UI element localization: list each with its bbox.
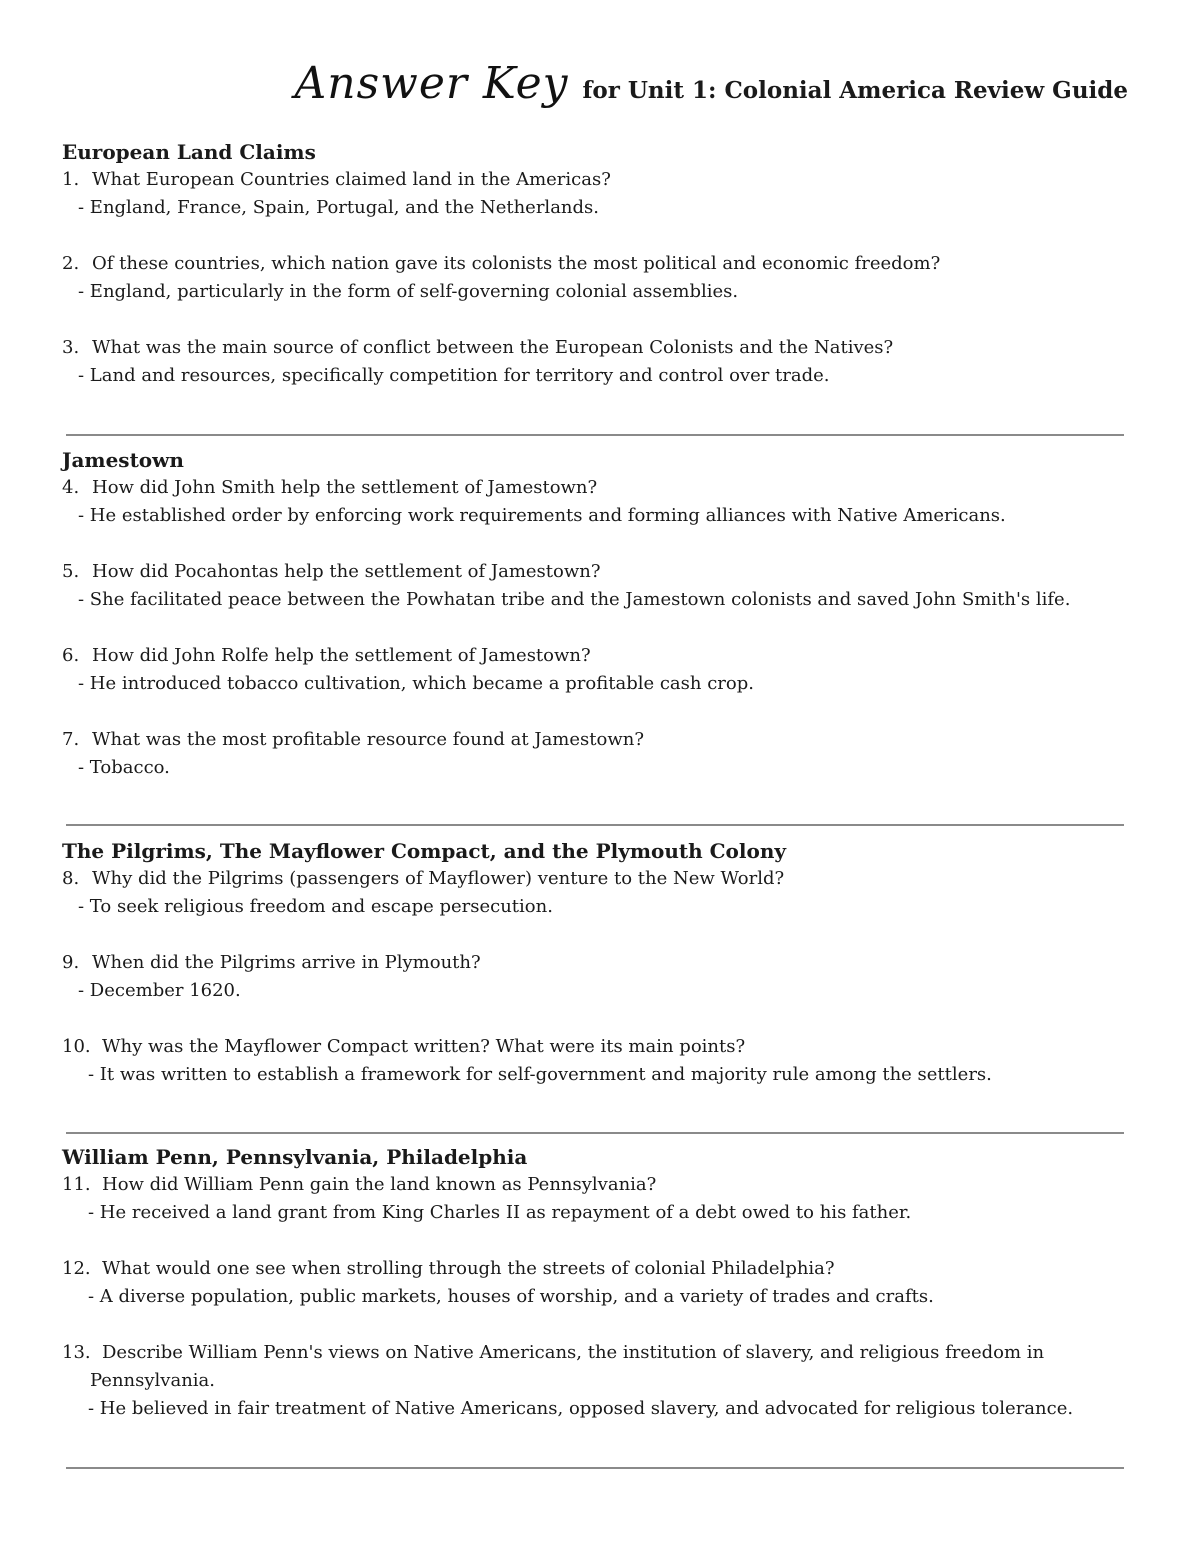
question-number: 2. (62, 253, 80, 274)
question-text: How did John Rolfe help the settlement of Jamestown? (92, 645, 591, 666)
question-13 (62, 1339, 1132, 1395)
answer-1: - England, France, Spain, Portugal, and the Netherlands. (78, 197, 599, 218)
answer-4: - He established order by enforcing work requirements and forming alliances with Native Americans. (78, 505, 1006, 526)
question-10 (62, 1033, 1132, 1061)
question-number: 12. (62, 1258, 91, 1279)
section-divider (66, 824, 1124, 826)
question-text: What European Countries claimed land in the Americas? (92, 169, 611, 190)
question-text: How did William Penn gain the land known as Pennsylvania? (102, 1174, 657, 1195)
question-text: Why did the Pilgrims (passengers of Mayflower) venture to the New World? (92, 868, 785, 889)
question-2 (62, 250, 1132, 278)
question-4 (62, 474, 1132, 502)
question-text-continued: Pennsylvania. (90, 1370, 216, 1391)
question-text: How did Pocahontas help the settlement of Jamestown? (92, 561, 601, 582)
section-heading: William Penn, Pennsylvania, Philadelphia (62, 1145, 528, 1169)
question-6 (62, 642, 1132, 670)
question-number: 10. (62, 1036, 91, 1057)
question-number: 1. (62, 169, 80, 190)
question-number: 7. (62, 729, 80, 750)
answer-9: - December 1620. (78, 980, 241, 1001)
section-divider (66, 1132, 1124, 1134)
section-pilgrims (62, 837, 1132, 1117)
question-text: Describe William Penn's views on Native Americans, the institution of slavery, and religious freedom in (102, 1342, 1045, 1363)
title-row (294, 58, 1128, 109)
question-11 (62, 1171, 1132, 1199)
question-text: What would one see when strolling through the streets of colonial Philadelphia? (102, 1258, 835, 1279)
answer-11: - He received a land grant from King Charles II as repayment of a debt owed to his father. (88, 1202, 912, 1223)
question-text: What was the most profitable resource found at Jamestown? (92, 729, 644, 750)
question-number: 8. (62, 868, 80, 889)
question-number: 3. (62, 337, 80, 358)
question-text: What was the main source of conflict between the European Colonists and the Natives? (92, 337, 894, 358)
answer-2: - England, particularly in the form of self-governing colonial assemblies. (78, 281, 739, 302)
page-title: for Unit 1: Colonial America Review Guide (582, 77, 1128, 104)
answer-12: - A diverse population, public markets, houses of worship, and a variety of trades and crafts. (88, 1286, 934, 1307)
section-european-land-claims (62, 138, 1132, 418)
section-divider (66, 434, 1124, 436)
question-number: 4. (62, 477, 80, 498)
question-number: 11. (62, 1174, 91, 1195)
section-heading: European Land Claims (62, 140, 316, 164)
question-12 (62, 1255, 1132, 1283)
question-number: 9. (62, 952, 80, 973)
question-text: When did the Pilgrims arrive in Plymouth? (92, 952, 481, 973)
answer-7: - Tobacco. (78, 757, 170, 778)
answer-5: - She facilitated peace between the Powhatan tribe and the Jamestown colonists and saved John Smith's life. (78, 589, 1071, 610)
answer-6: - He introduced tobacco cultivation, which became a profitable cash crop. (78, 673, 754, 694)
question-number: 6. (62, 645, 80, 666)
answer-3: - Land and resources, specifically competition for territory and control over trade. (78, 365, 830, 386)
question-5 (62, 558, 1132, 586)
section-heading: The Pilgrims, The Mayflower Compact, and the Plymouth Colony (62, 839, 786, 863)
question-3 (62, 334, 1132, 362)
answer-8: - To seek religious freedom and escape persecution. (78, 896, 553, 917)
question-number: 5. (62, 561, 80, 582)
question-8 (62, 865, 1132, 893)
section-jamestown (62, 446, 1132, 810)
question-1 (62, 166, 1132, 194)
question-9 (62, 949, 1132, 977)
question-number: 13. (62, 1342, 91, 1363)
answer-13: - He believed in fair treatment of Native Americans, opposed slavery, and advocated for religious tolerance. (88, 1398, 1074, 1419)
section-divider (66, 1467, 1124, 1469)
question-text: Why was the Mayflower Compact written? What were its main points? (102, 1036, 746, 1057)
answer-key-script-title: Answer Key (294, 58, 569, 109)
section-william-penn (62, 1143, 1132, 1451)
question-text: Of these countries, which nation gave its colonists the most political and economic freedom? (92, 253, 941, 274)
answer-10: - It was written to establish a framework for self-government and majority rule among the settlers. (88, 1064, 992, 1085)
question-7 (62, 726, 1132, 754)
question-text: How did John Smith help the settlement of Jamestown? (92, 477, 598, 498)
section-heading: Jamestown (62, 448, 184, 472)
